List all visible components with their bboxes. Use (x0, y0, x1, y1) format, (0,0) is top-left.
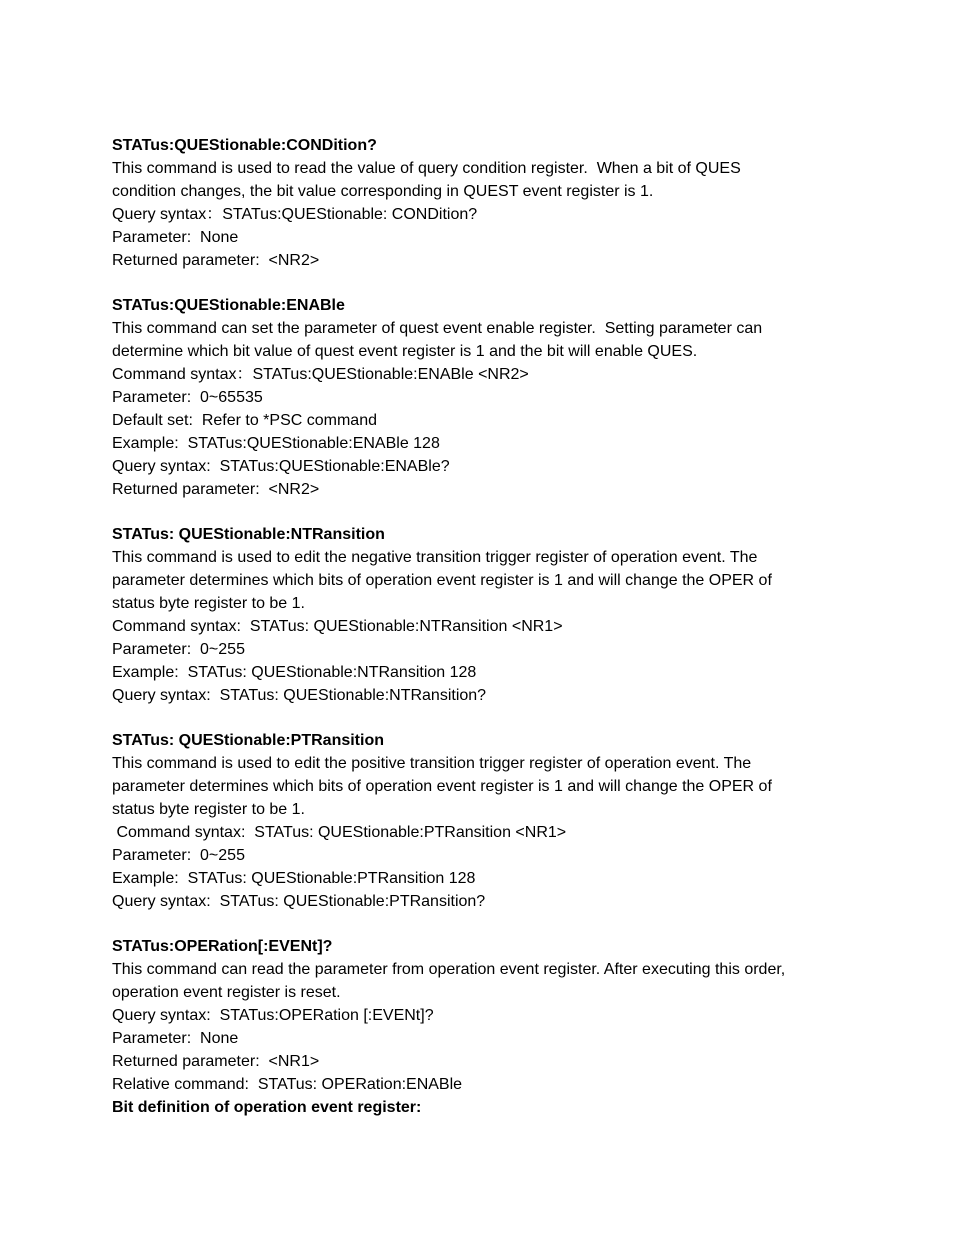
body-line: Relative command: STATus: OPERation:ENABle (112, 1076, 463, 1093)
body-line: Command syntax：STATus:QUEStionable:ENABle <NR2> (112, 366, 529, 383)
body-line: Parameter: 0~255 (112, 641, 245, 658)
body-line: operation event register is reset. (112, 984, 341, 1001)
body-line: Command syntax: STATus: QUEStionable:PTRansition <NR1> (112, 824, 567, 841)
body-line: parameter determines which bits of operation event register is 1 and will change the OPER of (112, 572, 772, 589)
document-page (112, 134, 852, 1119)
body-line: This command can read the parameter from operation event register. After executing this order, (112, 961, 786, 978)
body-line: condition changes, the bit value corresponding in QUEST event register is 1. (112, 183, 654, 200)
body-line: Example: STATus: QUEStionable:NTRansition 128 (112, 664, 477, 681)
body-line: status byte register to be 1. (112, 801, 305, 818)
body-line: This command can set the parameter of quest event enable register. Setting parameter can (112, 320, 763, 337)
section-spacer (112, 501, 852, 523)
body-line: Returned parameter: <NR2> (112, 252, 320, 269)
body-line: Default set: Refer to *PSC command (112, 412, 377, 429)
body-line: Command syntax: STATus: QUEStionable:NTRansition <NR1> (112, 618, 563, 635)
body-line: Query syntax: STATus:OPERation [:EVENt]? (112, 1007, 434, 1024)
section-spacer (112, 707, 852, 729)
body-line: This command is used to read the value of query condition register. When a bit of QUES (112, 160, 741, 177)
section-heading: STATus: QUEStionable:NTRansition (112, 526, 385, 543)
body-line: This command is used to edit the negative transition trigger register of operation event. The (112, 549, 758, 566)
section-heading: STATus:QUEStionable:ENABle (112, 297, 345, 314)
body-line: Returned parameter: <NR2> (112, 481, 320, 498)
body-line: Example: STATus:QUEStionable:ENABle 128 (112, 435, 440, 452)
section-heading: STATus: QUEStionable:PTRansition (112, 732, 384, 749)
subsection-heading: Bit definition of operation event register: (112, 1099, 422, 1116)
body-line: Query syntax: STATus:QUEStionable:ENABle? (112, 458, 450, 475)
body-line: Query syntax: STATus: QUEStionable:PTRansition? (112, 893, 486, 910)
body-line: Returned parameter: <NR1> (112, 1053, 320, 1070)
section-spacer (112, 913, 852, 935)
body-line: Query syntax：STATus:QUEStionable: CONDition? (112, 206, 478, 223)
body-line: Parameter: 0~65535 (112, 389, 263, 406)
body-line: status byte register to be 1. (112, 595, 305, 612)
body-line: determine which bit value of quest event register is 1 and the bit will enable QUES. (112, 343, 698, 360)
body-line: Example: STATus: QUEStionable:PTRansition 128 (112, 870, 476, 887)
body-line: This command is used to edit the positive transition trigger register of operation event. The (112, 755, 752, 772)
body-line: Query syntax: STATus: QUEStionable:NTRansition? (112, 687, 487, 704)
section-spacer (112, 272, 852, 294)
body-line: Parameter: 0~255 (112, 847, 245, 864)
body-line: Parameter: None (112, 1030, 239, 1047)
body-line: Parameter: None (112, 229, 239, 246)
body-line: parameter determines which bits of operation event register is 1 and will change the OPER of (112, 778, 772, 795)
section-heading: STATus:QUEStionable:CONDition? (112, 137, 377, 154)
section-heading: STATus:OPERation[:EVENt]? (112, 938, 333, 955)
